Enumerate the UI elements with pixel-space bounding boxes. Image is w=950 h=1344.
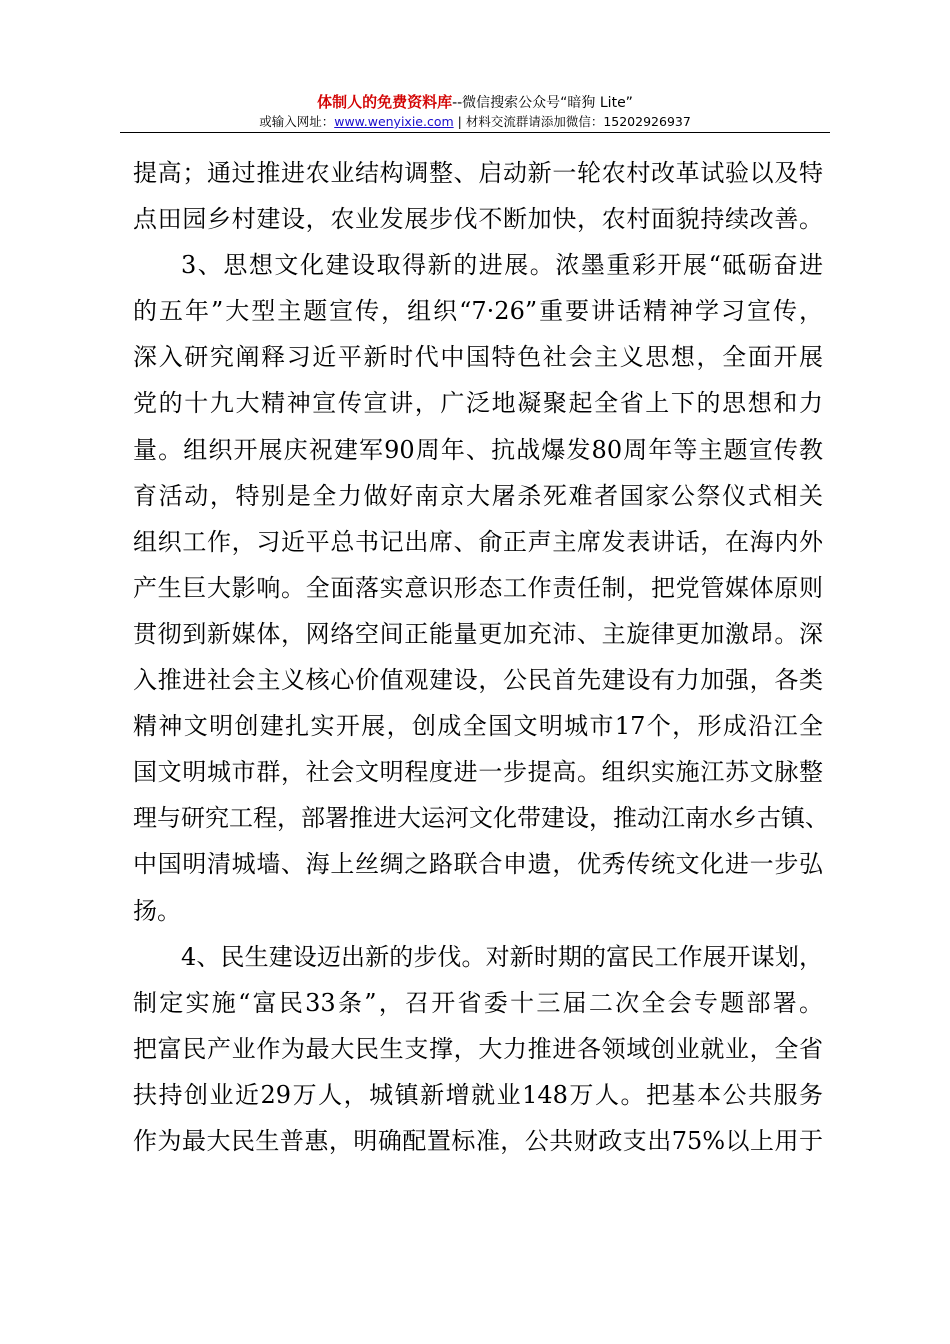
body-line: 4、民生建设迈出新的步伐。对新时期的富民工作展开谋划，	[181, 942, 823, 971]
body-line: 贯彻到新媒体，网络空间正能量更加充沛、主旋律更加激昂。深	[133, 619, 823, 648]
header-contact: | 材料交流群请添加微信：15202926937	[453, 114, 691, 129]
body-line: 扶持创业近29万人，城镇新增就业148万人。把基本公共服务	[133, 1080, 823, 1109]
body-line: 提高；通过推进农业结构调整、启动新一轮农村改革试验以及特	[133, 159, 823, 187]
header-url-link[interactable]: www.wenyixie.com	[334, 114, 454, 129]
body-line: 党的十九大精神宣传宣讲，广泛地凝聚起全省上下的思想和力	[133, 389, 823, 418]
page-header	[120, 92, 830, 131]
header-tagline: --微信搜索公众号“暗狗 Lite”	[452, 95, 633, 111]
body-line: 的五年”大型主题宣传，组织“7·26”重要讲话精神学习宣传，	[133, 297, 823, 326]
body-line: 深入研究阐释习近平新时代中国特色社会主义思想，全面开展	[133, 343, 823, 372]
body-line: 3、思想文化建设取得新的进展。浓墨重彩开展“砥砺奋进	[181, 251, 823, 280]
body-line: 制定实施“富民33条”，召开省委十三届二次全会专题部署。	[133, 988, 823, 1017]
body-line: 理与研究工程，部署推进大运河文化带建设，推动江南水乡古镇、	[133, 804, 829, 833]
header-line-1	[120, 92, 830, 113]
body-line: 中国明清城墙、海上丝绸之路联合申遗，优秀传统文化进一步弘	[133, 850, 823, 879]
body-line: 点田园乡村建设，农业发展步伐不断加快，农村面貌持续改善。	[133, 205, 823, 234]
body-line: 入推进社会主义核心价值观建设，公民首先建设有力加强，各类	[133, 666, 823, 695]
header-line-2	[120, 113, 830, 131]
body-line: 把富民产业作为最大民生支撑，大力推进各领域创业就业，全省	[133, 1034, 823, 1063]
body-line: 作为最大民生普惠，明确配置标准，公共财政支出75%以上用于	[133, 1126, 823, 1155]
body-line: 产生巨大影响。全面落实意识形态工作责任制，把党管媒体原则	[133, 573, 823, 602]
header-url-prefix: 或输入网址：	[259, 114, 335, 129]
body-line: 组织工作，习近平总书记出席、俞正声主席发表讲话，在海内外	[133, 527, 823, 556]
header-divider	[120, 132, 830, 133]
body-line: 精神文明创建扎实开展，创成全国文明城市17个，形成沿江全	[133, 712, 823, 741]
document-body	[133, 150, 829, 1164]
header-brand: 体制人的免费资料库	[317, 93, 453, 111]
body-line: 国文明城市群，社会文明程度进一步提高。组织实施江苏文脉整	[133, 758, 823, 787]
body-line: 育活动，特别是全力做好南京大屠杀死难者国家公祭仪式相关	[133, 481, 823, 510]
body-line: 扬。	[133, 896, 181, 925]
body-line: 量。组织开展庆祝建军90周年、抗战爆发80周年等主题宣传教	[133, 435, 823, 464]
